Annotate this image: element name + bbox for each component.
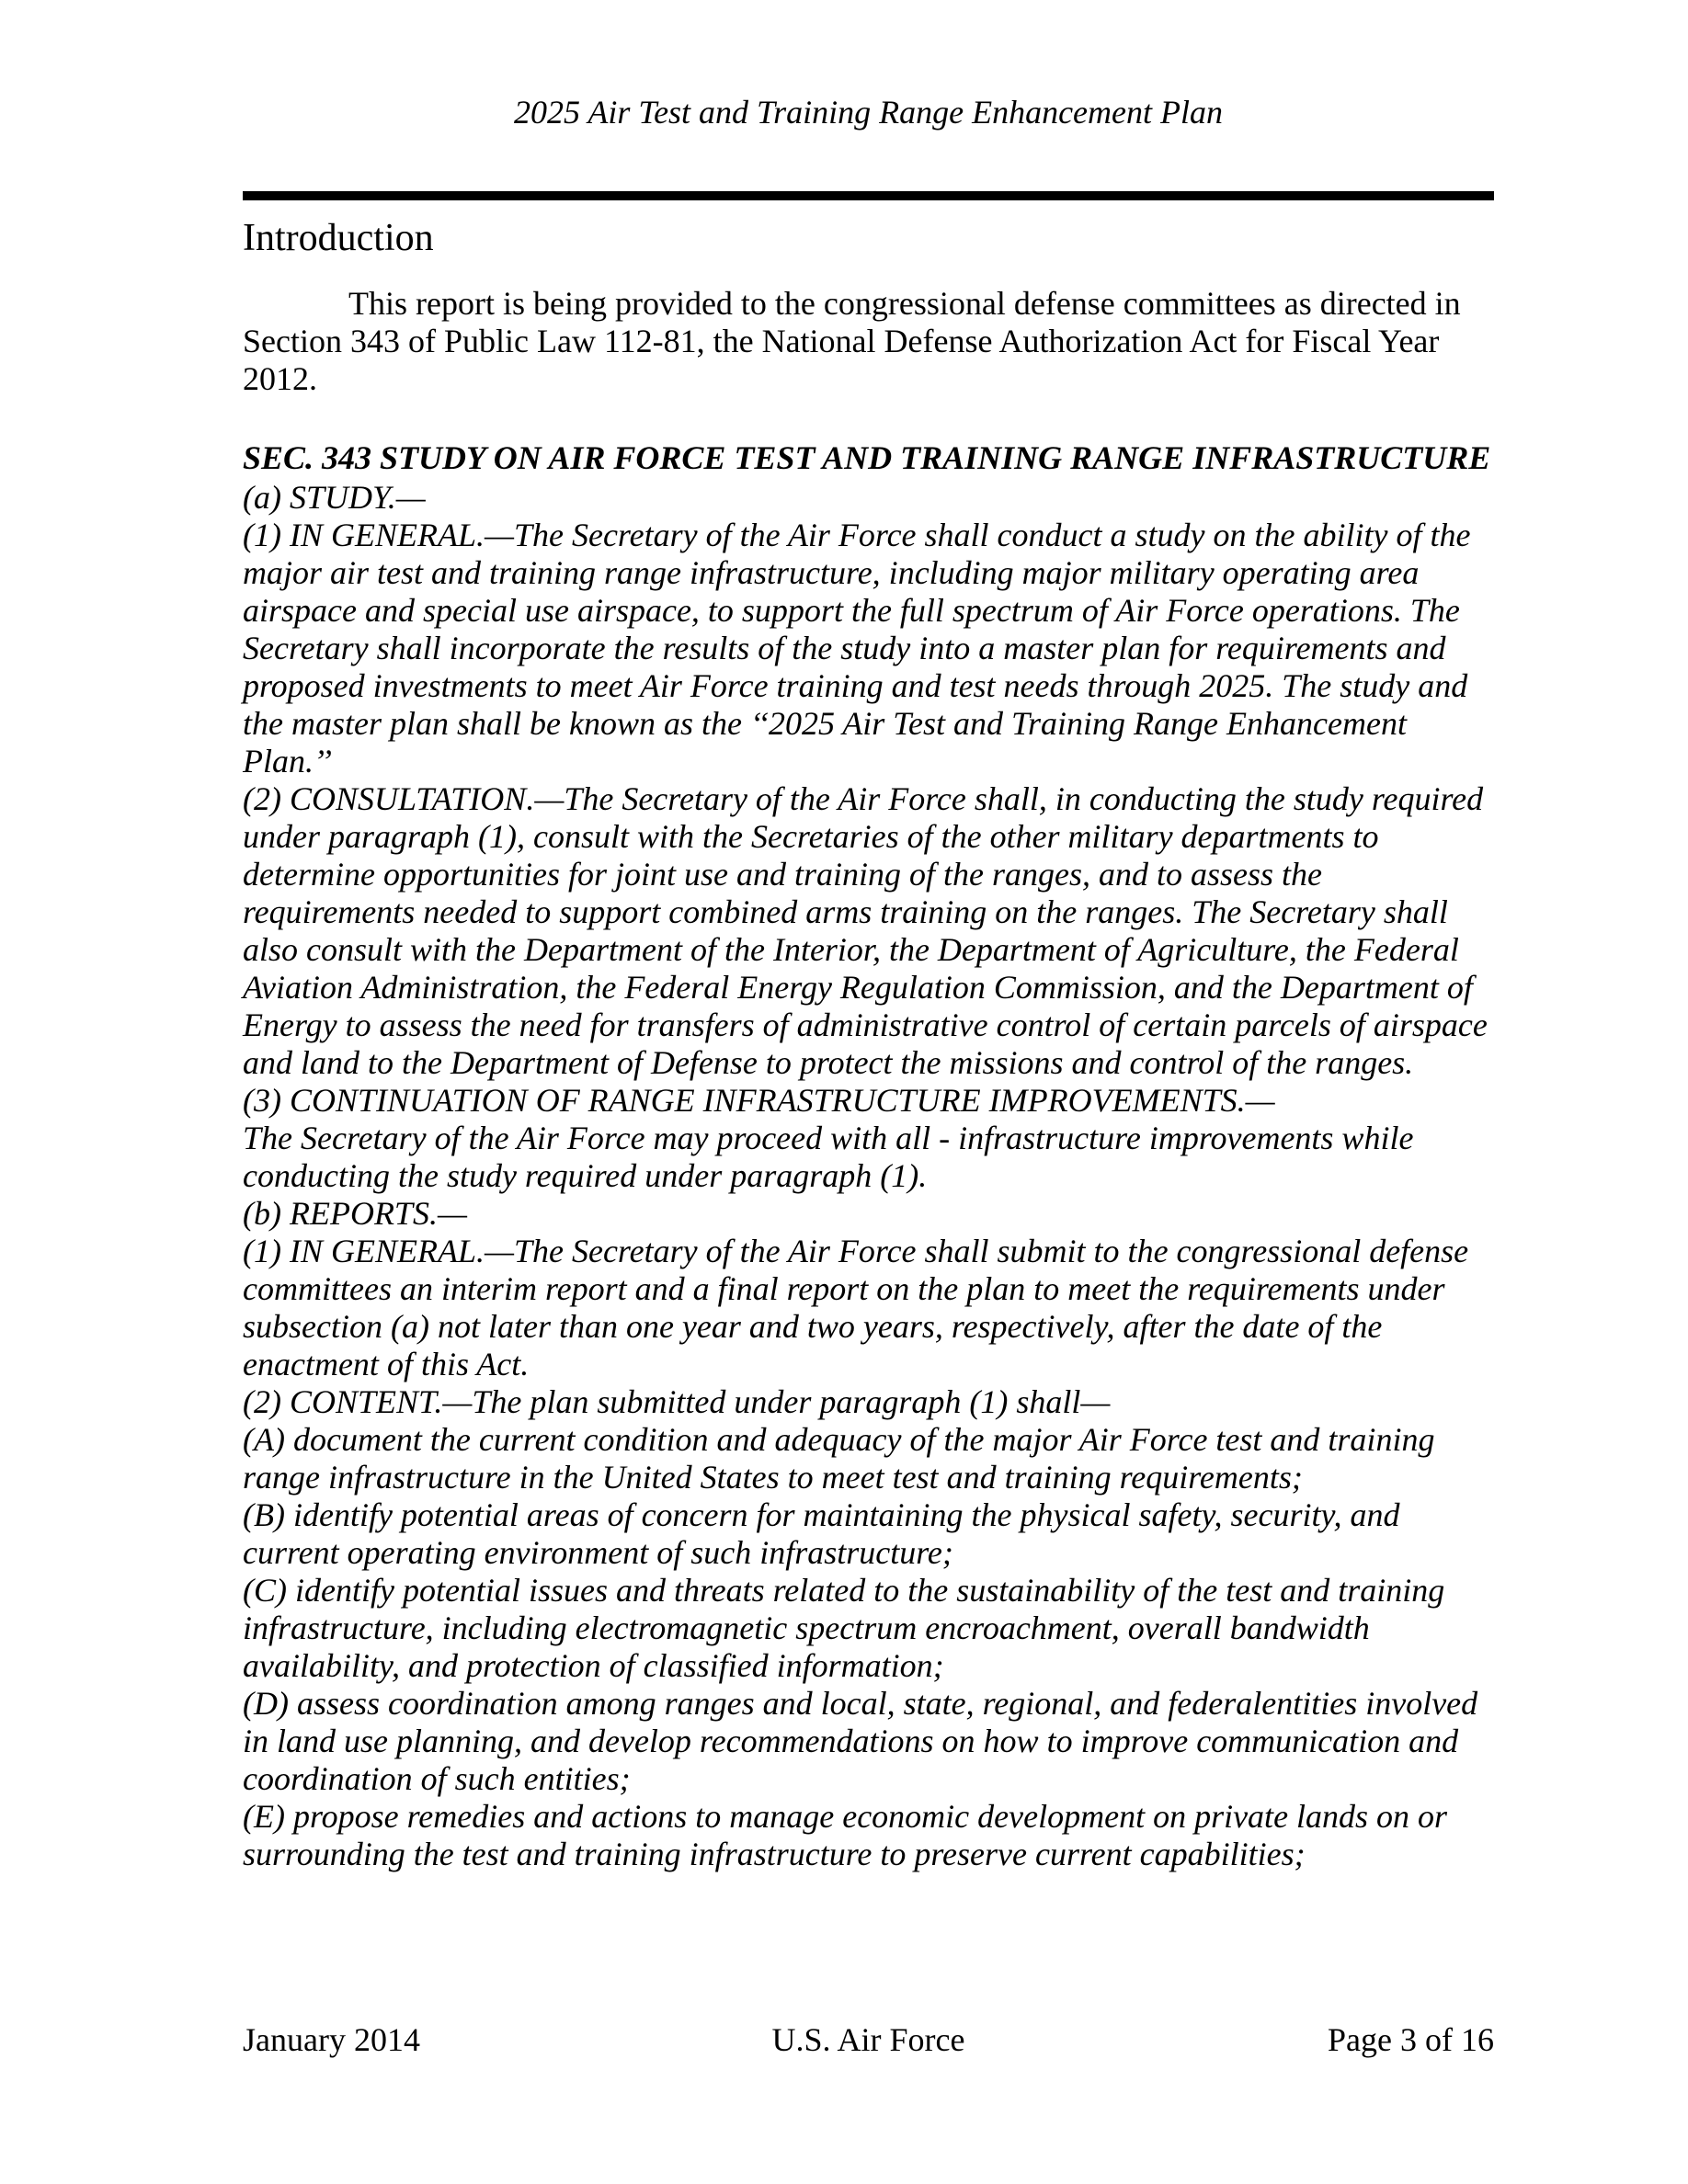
page-footer	[243, 2020, 1494, 2059]
footer-date: January 2014	[243, 2021, 420, 2058]
statute-line: (2) CONSULTATION.—The Secretary of the Air Force shall, in conducting the study required under paragraph (1), consult with the Secretaries of the other military departments to determine opportunities for joint use and training of the ranges, and to assess the requirements needed to support combined arms training on the ranges. The Secretary shall also consult with the Department of the Interior, the Department of Agriculture, the Federal Aviation Administration, the Federal Energy Regulation Commission, and the Department of Energy to assess the need for transfers of administrative control of certain parcels of airspace and land to the Department of Defense to protect the missions and control of the ranges.	[243, 780, 1488, 1081]
footer-page-number: Page 3 of 16	[1328, 2021, 1494, 2058]
statute-line: (B) identify potential areas of concern for maintaining the physical safety, security, and current operating environment of such infrastructure;	[243, 1496, 1400, 1571]
statute-line: The Secretary of the Air Force may proceed with all - infrastructure improvements while conducting the study required under paragraph (1).	[243, 1120, 1414, 1194]
statute-line: (3) CONTINUATION OF RANGE INFRASTRUCTURE IMPROVEMENTS.—	[243, 1082, 1275, 1119]
introduction-paragraph: This report is being provided to the congressional defense committees as directed in Section 343 of Public Law 112-81, the National Defense Authorization Act for Fiscal Year 2012.	[243, 285, 1461, 397]
page-header-title: 2025 Air Test and Training Range Enhancement Plan	[514, 94, 1223, 131]
footer-organization: U.S. Air Force	[771, 2021, 965, 2058]
statute-line: (D) assess coordination among ranges and local, state, regional, and federalentities involved in land use planning, and develop recommendations on how to improve communication and coordination of such entities;	[243, 1685, 1478, 1797]
statute-line: (A) document the current condition and adequacy of the major Air Force test and training range infrastructure in the United States to meet test and training requirements;	[243, 1421, 1435, 1496]
sec-343-heading: SEC. 343 STUDY ON AIR FORCE TEST AND TRAINING RANGE INFRASTRUCTURE	[243, 439, 1491, 476]
statute-line: (a) STUDY.—	[243, 479, 426, 516]
statute-line: (E) propose remedies and actions to manage economic development on private lands on or surrounding the test and training infrastructure to preserve current capabilities;	[243, 1798, 1448, 1872]
statute-line: (1) IN GENERAL.—The Secretary of the Air Force shall submit to the congressional defense committees an interim report and a final report on the plan to meet the requirements under subsection (a) not later than one year and two years, respectively, after the date of the enactment of this Act.	[243, 1233, 1469, 1382]
header-divider-rule	[243, 191, 1494, 200]
statute-line: (C) identify potential issues and threats related to the sustainability of the test and training infrastructure, including electromagnetic spectrum encroachment, overall bandwidth availability, and protection of classified information;	[243, 1572, 1445, 1684]
statute-line: (b) REPORTS.—	[243, 1195, 467, 1232]
introduction-heading: Introduction	[243, 217, 434, 259]
statute-line: (1) IN GENERAL.—The Secretary of the Air Force shall conduct a study on the ability of the major air test and training range infrastructure, including major military operating area airspace and special use airspace, to support the full spectrum of Air Force operations. The Secretary shall incorporate the results of the study into a master plan for requirements and proposed investments to meet Air Force training and test needs through 2025. The study and the master plan shall be known as the ‘‘2025 Air Test and Training Range Enhancement Plan.’’	[243, 517, 1471, 779]
statute-line: (2) CONTENT.—The plan submitted under paragraph (1) shall—	[243, 1383, 1111, 1420]
statute-text-block	[243, 479, 1494, 1873]
